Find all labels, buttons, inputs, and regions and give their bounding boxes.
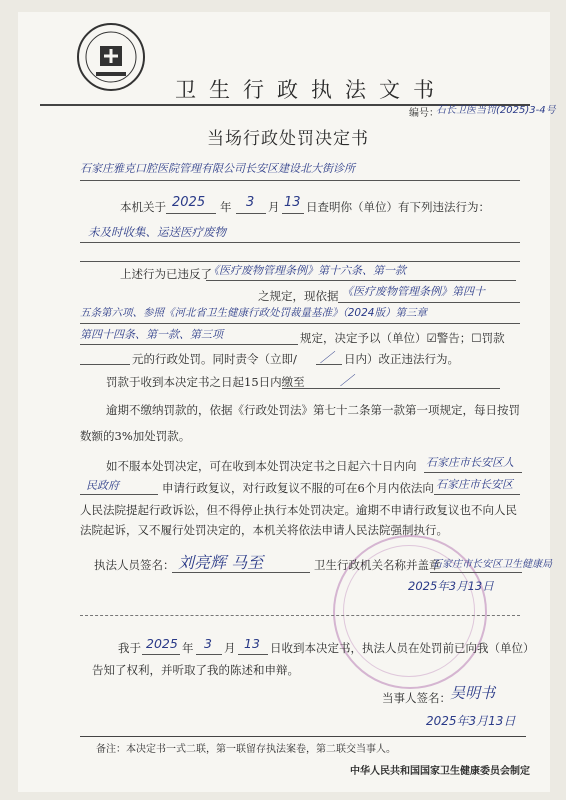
form-title: 当场行政处罚决定书: [207, 129, 369, 149]
fine-amount-line: [80, 364, 130, 365]
document-header-title: 卫生行政执法文书: [175, 78, 447, 102]
receipt-month-line: [196, 654, 222, 655]
intro-month-line: [236, 213, 266, 214]
penalty-basis-1-line: [338, 302, 520, 303]
issuer: 中华人民共和国国家卫生健康委员会制定: [350, 766, 530, 777]
appeal-tail-2: 法院起诉，又不履行处罚决定的，本机关将依法申请人民法院强制执行。: [80, 523, 448, 537]
decision-text-2: 元的行政处罚。同时责令（立即/: [132, 352, 297, 366]
penalty-basis-1: 《医疗废物管理条例》第四十: [342, 285, 485, 298]
receipt-month-unit: 月: [224, 641, 236, 655]
basis-prefix: 上述行为已违反了: [120, 267, 212, 281]
party-sign-label: 当事人签名：: [382, 691, 451, 705]
receipt-year-line: [142, 654, 180, 655]
receipt-year-unit: 年: [182, 641, 194, 655]
basis-mid: 之规定，现依据: [258, 289, 339, 303]
receipt-prefix: 我于: [118, 641, 141, 655]
penalty-basis-3: 第四十四条、第一款、第三项: [80, 328, 223, 341]
intro-day: 13: [284, 195, 301, 210]
receipt-line-2: 告知了权利，并听取了我的陈述和申辩。: [92, 663, 299, 677]
intro-year: 2025: [172, 195, 206, 210]
appeal-prefix: 如不服本处罚决定，可在收到本处罚决定书之日起六十日内向: [106, 459, 417, 473]
decision-text-3: 日内）改正违法行为。: [344, 352, 459, 366]
penalty-basis-2-line: [80, 323, 520, 324]
party-sign-date: 2025年3月13日: [426, 714, 516, 728]
appeal-gov-2: 民政府: [86, 479, 119, 492]
appeal-gov: 石家庄市长安区人: [426, 456, 514, 469]
decision-text: 规定，决定予以（单位）☑警告；☐罚款: [300, 331, 505, 345]
payment-line: [282, 388, 500, 389]
intro-day-line: [282, 213, 304, 214]
footer-note: 备注：本决定书一式二联，第一联留存执法案卷，第二联交当事人。: [96, 744, 396, 755]
intro-prefix: 本机关于: [120, 200, 166, 214]
agency-line: [430, 572, 522, 573]
violated-provision-line: [206, 280, 516, 281]
penalty-basis-2: 五条第六项、参照《河北省卫生健康行政处罚裁量基准》（2024版）第三章: [80, 307, 427, 319]
officers-signatures: 刘亮辉 马至: [178, 553, 264, 572]
intro-suffix: 日查明你（单位）有下列违法行为：: [306, 200, 490, 214]
intro-month: 3: [246, 195, 255, 210]
overdue-text-2: 数额的3%加处罚款。: [80, 429, 191, 443]
appeal-court: 石家庄市长安区: [436, 478, 513, 491]
days-blank: ／: [320, 351, 334, 366]
health-inspection-emblem-icon: [76, 22, 146, 92]
violated-provision: 《医疗废物管理条例》第十六条、第一款: [208, 264, 406, 277]
officers-label: 执法人员签名：: [94, 558, 175, 572]
doc-number-value: 石长卫医当罚(2025)3-4号: [436, 105, 556, 116]
receipt-year: 2025: [146, 636, 178, 651]
receipt-suffix: 日收到本决定书，执法人员在处罚前已向我（单位）: [270, 641, 535, 655]
agency-label: 卫生行政机关名称并盖章: [314, 558, 441, 572]
payment-prefix: 罚款于收到本决定书之日起15日内缴至: [106, 375, 305, 389]
officers-date: 2025年3月13日: [408, 579, 494, 593]
intro-year-unit: 年: [220, 200, 232, 214]
receipt-day: 13: [244, 636, 260, 651]
footer-rule: [80, 736, 526, 737]
party-name: 石家庄雅克口腔医院管理有限公司长安区建设北大街诊所: [80, 162, 355, 175]
officers-line: [172, 572, 310, 573]
penalty-basis-3-line: [80, 344, 298, 345]
party-signature: 吴明书: [450, 684, 496, 702]
separator-line: [80, 615, 520, 616]
violation-text: 未及时收集、运送医疗废物: [88, 225, 226, 239]
appeal-tail: 人民法院提起行政诉讼，但不得停止执行本处罚决定。逾期不申请行政复议也不向人民: [80, 503, 517, 517]
doc-number-label: 编号：: [409, 108, 439, 119]
appeal-gov-2-line: [80, 494, 158, 495]
appeal-court-line: [434, 494, 520, 495]
payment-value: ／: [340, 374, 354, 389]
appeal-mid: 申请行政复议，对行政复议不服的可在6个月内依法向: [162, 481, 434, 495]
days-line: [316, 364, 342, 365]
receipt-month: 3: [204, 636, 212, 651]
receipt-day-line: [238, 654, 268, 655]
overdue-text: 逾期不缴纳罚款的，依据《行政处罚法》第七十二条第一款第一项规定，每日按罚: [106, 403, 520, 417]
party-name-line: [80, 180, 520, 181]
violation-line: [80, 242, 520, 243]
agency-value: 石家庄市长安区卫生健康局: [432, 559, 552, 570]
intro-year-line: [166, 213, 216, 214]
intro-month-unit: 月: [268, 200, 280, 214]
appeal-gov-line: [424, 472, 522, 473]
